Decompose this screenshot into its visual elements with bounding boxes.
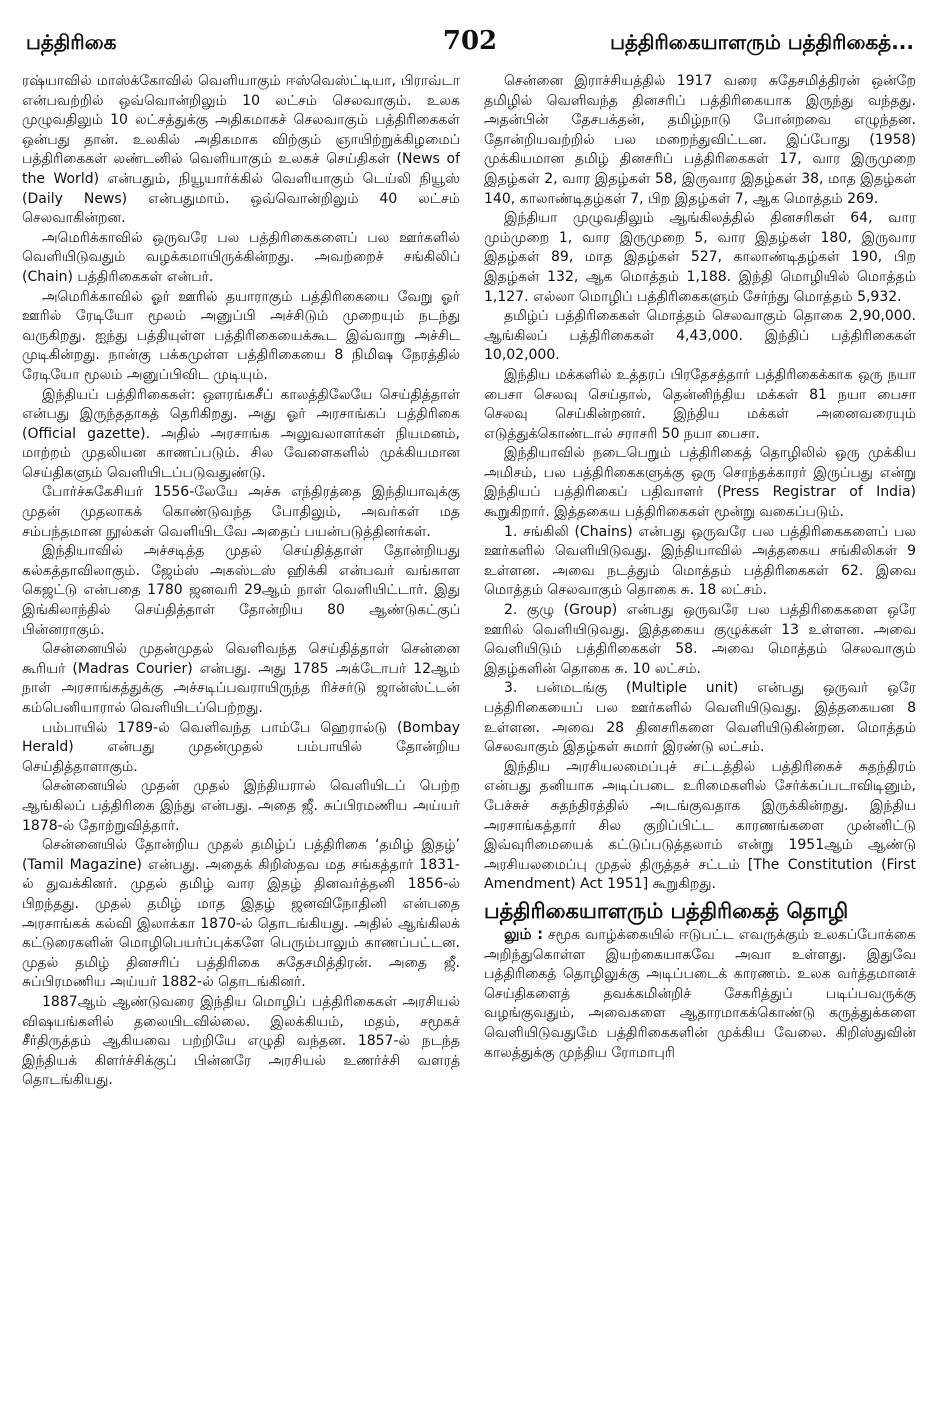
paragraph: இந்திய மக்களில் உத்தரப் பிரதேசத்தார் பத்திரிகைக்காக ஒரு நயா பைசா செலவு செய்தால், தென்னிந்திய மக்கள் 81 நயா பைசா செலவு செய்கின்றனர். இந்திய மக்கள் அனைவரையும் எடுத்துக்கொண்டால் சராசரி 50 நயா பைசா. <box>484 366 916 442</box>
running-head-right: பத்திரிகையாளரும் பத்திரிகைத்... <box>610 30 914 54</box>
paragraph: 1887ஆம் ஆண்டுவரை இந்திய மொழிப் பத்திரிகைகள் அரசியல் விஷயங்களில் தலையிடவில்லை. இலக்கியம், மதம், சமூகச் சீர்திருத்தம் ஆகியவை பற்றியே எழுதி வந்தன. 1857-ல் நடந்த இந்தியக் கிளர்ச்சிக்குப் பின்னரே அரசியல் உணர்ச்சி வளரத் தொடங்கியது. <box>22 993 460 1089</box>
paragraph: பம்பாயில் 1789-ல் வெளிவந்த பாம்பே ஹெரால்டு (Bombay Herald) என்பது முதன்முதல் பம்பாயில் தோன்றிய செய்தித்தாளாகும். <box>22 719 460 775</box>
paragraph: 2. குழு (Group) என்பது ஒருவரே பல பத்திரிகைகளை ஒரே ஊரில் வெளியிடுவது. இத்தகைய குழுக்கள் 13 உள்ளன. அவை வெளியிடும் பத்திரிகைகள் 58. அவை மொத்தம் செலவாகும் இதழ்களின் தொகை சு. 10 லட்சம். <box>484 602 916 677</box>
paragraph: இந்தியாவில் அச்சடித்த முதல் செய்தித்தாள் தோன்றியது கல்கத்தாவிலாகும். ஜேம்ஸ் அகஸ்டஸ் ஹிக்கி என்பவர் வங்காள கெஜட்டு என்பதை 1780 ஜனவரி 29ஆம் நாள் வெளியிட்டார். இது இங்கிலாந்தில் செய்தித்தாள் தோன்றிய 80 ஆண்டுகட்குப் பின்னராகும். <box>22 543 460 638</box>
paragraph: சென்னையில் தோன்றிய முதல் தமிழ்ப் பத்திரிகை ‘தமிழ் இதழ்’ (Tamil Magazine) என்பது. அதைக் கிறிஸ்தவ மத சங்கத்தார் 1831-ல் துவக்கினர். முதல் தமிழ் வார இதழ் தினவர்த்தனி 1856-ல் பிறந்தது. முதல் தமிழ் மாத இதழ் ஜனவிநோதினி என்பதை அரசாங்கக் கல்வி இலாக்கா 1870-ல் தொடங்கியது. அதில் ஆங்கிலக் கட்டுரைகளின் மொழிபெயர்ப்புக்களே பெரும்பாலும் காணப்பட்டன. முதல் தமிழ் தினசரிப் பத்திரிகை சுதேசமித்திரன். அதை ஜீ. சுப்பிரமணிய அய்யர் 1882-ல் தொடங்கினர். <box>22 837 460 991</box>
paragraph: 3. பன்மடங்கு (Multiple unit) என்பது ஒருவர் ஒரே பத்திரிகையைப் பல ஊர்களில் வெளியிடுவது. இத்தகையன 8 உள்ளன. அவை 28 தினசரிகளை வெளியிடுகின்றன. மொத்தம் செலவாகும் இதழ்கள் சுமார் இரண்டு லட்சம். <box>484 680 916 756</box>
paragraph: அமெரிக்காவில் ஓர் ஊரில் தயாராகும் பத்திரிகையை வேறு ஓர் ஊரில் ரேடியோ மூலம் அனுப்பி அச்சிடும் முறையும் நடந்து வருகிறது. ஐந்து பத்தியுள்ள பத்திரிகையைக்கூட இவ்வாறு அச்சிட முடிகின்றது. நான்கு பக்கமுள்ள பத்திரிகையை 8 நிமிஷ நேரத்தில் ரேடியோ மூலம் அனுப்பிவிட முடியும். <box>22 288 460 383</box>
paragraph: 1. சங்கிலி (Chains) என்பது ஒருவரே பல பத்திரிகைகளைப் பல ஊர்களில் வெளியிடுவது. இந்தியாவில் அத்தகைய சங்கிலிகள் 9 உள்ளன. அவை நடத்தும் மொத்தம் பத்திரிகைகள் 62. இவை மொத்தம் செலவாகும் தொகை சு. 18 லட்சம். <box>484 523 916 599</box>
left-column <box>22 72 460 1392</box>
paragraph: இந்தியா முழுவதிலும் ஆங்கிலத்தில் தினசரிகள் 64, வார மும்முறை 1, வார இருமுறை 5, வார இதழ்கள் 180, இருவார இதழ்கள் 89, மாத இதழ்கள் 527, காலாண்டிதழ்கள் 190, பிற இதழ்கள் 132, ஆக மொத்தம் 1,188. இந்தி மொழியில் மொத்தம் 1,127. எல்லா மொழிப் பத்திரிகைகளும் சேர்ந்து மொத்தம் 5,932. <box>484 210 916 305</box>
section-text: சமூக வாழ்க்கையில் ஈடுபட்ட எவருக்கும் உலகப்போக்கை அறிந்துகொள்ள இயற்கையாகவே அவா உள்ளது. இதுவே பத்திரிகைத் தொழிலுக்கு அடிப்படைக் காரணம். உலக வர்த்தமானச் செய்திகளைத் தவக்கமின்றிச் சேகரித்துப் படிப்பவருக்கு வழங்குவதும், அவைகளை ஆதாரமாகக்கொண்டு கருத்துக்களை வெளியிடுவதுமே பத்திரிகைகளின் முக்கிய வேலை. கிறிஸ்துவின் காலத்துக்கு முந்திய ரோமாபுரி <box>484 926 916 1061</box>
section-heading: பத்திரிகையாளரும் பத்திரிகைத் தொழி <box>484 898 849 923</box>
running-head-left: பத்திரிகை <box>26 30 117 54</box>
paragraph: அமெரிக்காவில் ஒருவரே பல பத்திரிகைகளைப் பல ஊர்களில் வெளியிடுவதும் வழக்கமாயிருக்கின்றது. அவற்றைச் சங்கிலிப் (Chain) பத்திரிகைகள் என்பர். <box>22 229 460 285</box>
paragraph: சென்னை இராச்சியத்தில் 1917 வரை சுதேசமித்திரன் ஒன்றே தமிழில் வெளிவந்த தினசரிப் பத்திரிகையாக இருந்து வந்தது. அதன்பின் தேசபக்தன், தமிழ்நாடு போன்றவை எழுந்தன. தோன்றியவற்றில் பல மறைந்துவிட்டன. இப்போது (1958) முக்கியமான தமிழ் தினசரிப் பத்திரிகைகள் 17, வார இருமுறை இதழ்கள் 2, வார இதழ்கள் 58, இருவார இதழ்கள் 38, மாத இதழ்கள் 140, காலாண்டிதழ்கள் 7, பிற இதழ்கள் 7, ஆக மொத்தம் 269. <box>484 73 916 207</box>
paragraph: இந்தியப் பத்திரிகைகள்: ஔரங்கசீப் காலத்திலேயே செய்தித்தாள் என்பது இருந்ததாகத் தெரிகிறது. அது ஓர் அரசாங்கப் பத்திரிகை (Official gazette). அதில் அரசாங்க அலுவலாளர்கள் நியமனம், மாற்றம் முதலியன காணப்படும். சில வேளைகளில் முக்கியமான செய்திகளும் வெளியிடப்படுவதுண்டு. <box>22 386 460 481</box>
right-column <box>484 72 916 1392</box>
paragraph: சென்னையில் முதன்முதல் வெளிவந்த செய்தித்தாள் சென்னை கூரியர் (Madras Courier) என்பது. அது 1785 அக்டோபர் 12ஆம் நாள் அரசாங்கத்துக்கு அச்சடிப்பவராயிருந்த ரிச்சர்டு ஜான்ஸ்ட்டன் கம்பெனியாரால் வெளியிடப்பெற்றது. <box>22 641 460 716</box>
paragraph: இந்திய அரசியலமைப்புச் சட்டத்தில் பத்திரிகைச் சுதந்திரம் என்பது தனியாக அடிப்படை உரிமைகளில் சேர்க்கப்படாவிடினும், பேச்சுச் சுதந்திரத்தில் அடங்குவதாக இருக்கின்றது. இந்திய அரசாங்கத்தார் சில குறிப்பிட்ட காரணங்களை முன்னிட்டு இவ்வுரிமையைக் கட்டுப்படுத்தலாம் என்று 1951ஆம் ஆண்டு அரசியலமைப்பு முதல் திருத்தச் சட்டம் [The Constitution (First Amendment) Act 1951] கூறுகிறது. <box>484 758 916 893</box>
paragraph: இந்தியாவில் நடைபெறும் பத்திரிகைத் தொழிலில் ஒரு முக்கிய அமிசம், பல பத்திரிகைகளுக்கு ஒரு சொந்தக்காரர் இருப்பது என்று இந்தியப் பத்திரிகைப் பதிவாளர் (Press Registrar of India) கூறுகிறார். இத்தகைய பத்திரிகைகள் மூன்று வகைப்படும். <box>484 445 916 521</box>
section-paragraph <box>484 925 916 1063</box>
paragraph: தமிழ்ப் பத்திரிகைகள் மொத்தம் செலவாகும் தொகை 2,90,000. ஆங்கிலப் பத்திரிகைகள் 4,43,000. இந்திப் பத்திரிகைகள் 10,02,000. <box>484 308 916 364</box>
paragraph: போர்ச்சுகேசியர் 1556-லேயே அச்சு எந்திரத்தை இந்தியாவுக்கு முதன் முதலாகக் கொண்டுவந்த போதிலும், அவர்கள் மத சம்பந்தமான நூல்கள் வெளியிடவே அதைப் பயன்படுத்தினர்கள். <box>22 484 460 540</box>
paragraph: ரஷ்யாவில் மாஸ்க்கோவில் வெளியாகும் ஈஸ்வெஸ்ட்டியா, பிராவ்டா என்பவற்றில் ஒவ்வொன்றிலும் 10 லட்சம் செலவாகும். உலக முழுவதிலும் 10 லட்சத்துக்கு அதிகமாகச் செலவாகும் பத்திரிகைகள் ஒன்பது தான். உலகில் அதிகமாக விற்கும் ஞாயிற்றுக்கிழமைப் பத்திரிகைகள் லண்டனில் வெளியாகும் உலகச் செய்திகள் (News of the World) என்பதும், நியூயார்க்கில் வெளியாகும் டெய்லி நியூஸ் (Daily News) என்பதுமாம். ஒவ்வொன்றிலும் 40 லட்சம் செலவாகின்றன. <box>22 73 460 227</box>
section-heading-continuation: லும் : <box>504 924 544 943</box>
page-header <box>26 26 914 66</box>
page-number: 702 <box>442 26 498 56</box>
paragraph: சென்னையில் முதன் முதல் இந்தியரால் வெளியிடப் பெற்ற ஆங்கிலப் பத்திரிகை இந்து என்பது. அதை ஜீ. சுப்பிரமணிய அய்யர் 1878-ல் தோற்றுவித்தார். <box>22 778 460 834</box>
